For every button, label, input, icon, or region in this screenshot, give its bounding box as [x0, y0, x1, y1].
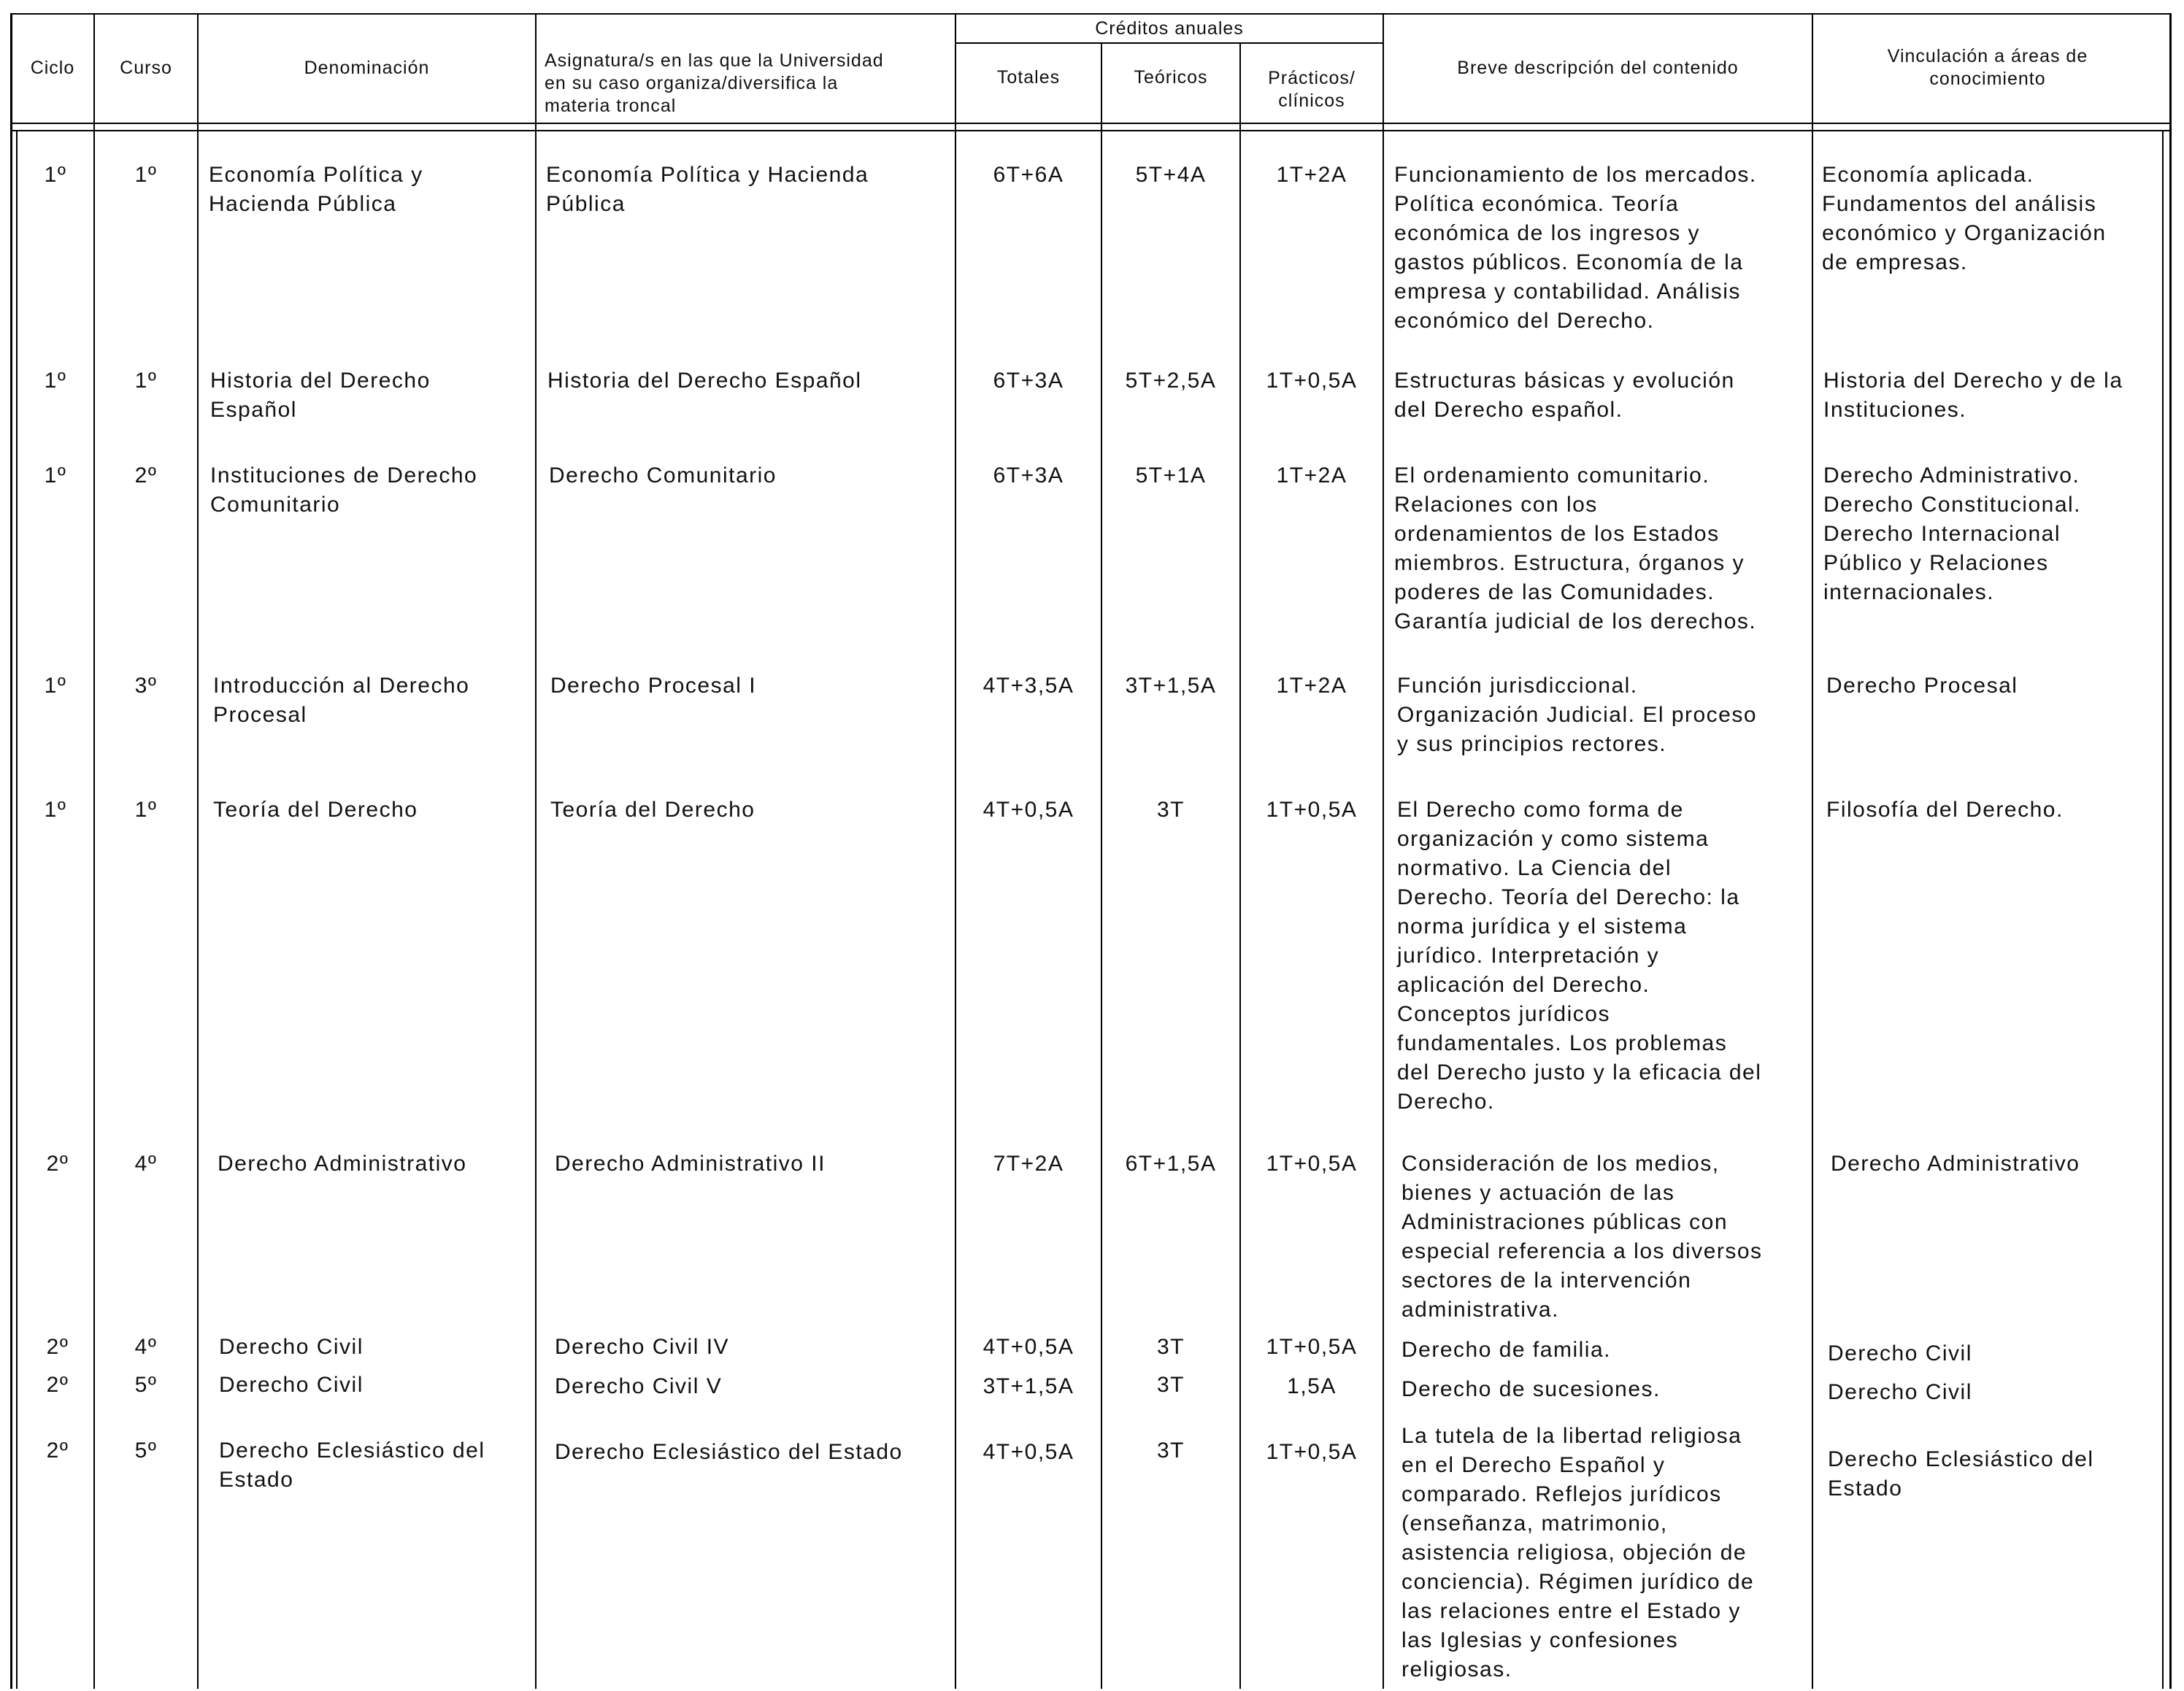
header-denominacion: Denominación [304, 57, 430, 78]
cell-denominacion: Derecho Civil [219, 1335, 364, 1359]
cell-totales: 6T+3A [993, 369, 1064, 393]
header-totales: Totales [996, 66, 1061, 88]
cell-totales: 6T+3A [993, 463, 1064, 488]
cell-vinculacion: Historia del Derecho y de la Instituciones. [1823, 369, 2123, 422]
cell-curso: 5º [134, 1373, 158, 1397]
cell-curso: 4º [134, 1335, 158, 1359]
col-divider-descripcion [1812, 13, 1813, 1689]
cell-totales: 4T+0,5A [983, 1335, 1074, 1359]
cell-descripcion: La tutela de la libertad religiosa en el Derecho Español y comparado. Reflejos jurídicos (enseñanza, matrimonio, asistencia religiosa, objeción de conciencia). Régimen jurídico de las relaciones entre el Estado y las Iglesias y confesiones religiosas. [1401, 1424, 1755, 1682]
header-creditos-anuales: Créditos anuales [1095, 18, 1244, 39]
cell-asignatura: Derecho Procesal I [550, 674, 757, 698]
cell-curso: 4º [134, 1152, 158, 1176]
cell-descripcion: Funcionamiento de los mercados. Política económica. Teoría económica de los ingresos y gastos públicos. Economía de la empresa y contabilidad. Análisis económico del Derecho. [1394, 163, 1757, 333]
header-curso: Curso [120, 57, 172, 78]
cell-asignatura: Economía Política y Hacienda Pública [546, 163, 869, 216]
cell-teoricos: 6T+1,5A [1125, 1152, 1217, 1176]
header-teoricos: Teóricos [1134, 66, 1208, 88]
col-divider-curso [197, 13, 199, 1689]
cell-denominacion: Historia del Derecho Español [210, 369, 431, 422]
header-practicos: Prácticos/ clínicos [1268, 68, 1356, 111]
cell-denominacion: Introducción al Derecho Procesal [213, 674, 470, 727]
cell-curso: 1º [134, 798, 158, 822]
cell-curso: 1º [134, 163, 158, 187]
cell-denominacion: Derecho Administrativo [218, 1152, 467, 1176]
cell-practicos: 1T+0,5A [1266, 1335, 1358, 1359]
cell-descripcion: Función jurisdiccional. Organización Judicial. El proceso y sus principios rectores. [1397, 674, 1758, 756]
header-ciclo: Ciclo [30, 57, 75, 78]
cell-totales: 7T+2A [993, 1152, 1064, 1176]
cell-descripcion: Derecho de familia. [1401, 1338, 1611, 1362]
cell-teoricos: 3T [1156, 1335, 1185, 1359]
cell-descripcion: Estructuras básicas y evolución del Derecho español. [1394, 369, 1735, 422]
cell-descripcion: Derecho de sucesiones. [1401, 1377, 1661, 1401]
table-border-left [10, 13, 12, 1689]
table-border-right-inner [2162, 130, 2164, 1689]
cell-ciclo: 2º [46, 1152, 69, 1176]
cell-teoricos: 5T+4A [1135, 163, 1207, 187]
header-descripcion: Breve descripción del contenido [1457, 57, 1739, 78]
cell-asignatura: Historia del Derecho Español [547, 369, 862, 393]
cell-vinculacion: Filosofía del Derecho. [1826, 798, 2064, 822]
cell-descripcion: El Derecho como forma de organización y como sistema normativo. La Ciencia del Derecho. Teoría del Derecho: la norma jurídica y el sistema jurídico. Interpretación y aplicación del Derecho. Conceptos jurídicos fundamentales. Los problemas del Derecho justo y la eficacia del Derecho. [1397, 798, 1762, 1114]
cell-asignatura: Teoría del Derecho [550, 798, 755, 822]
cell-vinculacion: Derecho Procesal [1826, 674, 2018, 698]
cell-ciclo: 2º [46, 1438, 69, 1463]
cell-teoricos: 3T+1,5A [1125, 674, 1217, 698]
header-divider-1 [10, 123, 2171, 124]
cell-totales: 4T+0,5A [983, 798, 1074, 822]
cell-vinculacion: Derecho Civil [1828, 1341, 1972, 1365]
cell-practicos: 1T+2A [1276, 463, 1347, 488]
cell-vinculacion: Derecho Eclesiástico del Estado [1828, 1447, 2094, 1501]
cell-ciclo: 1º [44, 163, 67, 187]
cell-asignatura: Derecho Eclesiástico del Estado [555, 1440, 903, 1464]
cell-totales: 3T+1,5A [983, 1374, 1074, 1398]
col-divider-denominacion [535, 13, 537, 1689]
cell-practicos: 1T+2A [1276, 163, 1347, 187]
cell-curso: 3º [134, 674, 158, 698]
cell-teoricos: 3T [1156, 1438, 1185, 1463]
cell-asignatura: Derecho Comunitario [549, 463, 777, 488]
cell-ciclo: 2º [46, 1335, 69, 1359]
cell-denominacion: Teoría del Derecho [213, 798, 418, 822]
cell-curso: 5º [134, 1438, 158, 1463]
cell-vinculacion: Derecho Administrativo [1831, 1152, 2080, 1176]
cell-ciclo: 1º [44, 369, 67, 393]
cell-practicos: 1T+0,5A [1266, 798, 1358, 822]
cell-asignatura: Derecho Civil IV [555, 1335, 730, 1359]
cell-asignatura: Derecho Administrativo II [555, 1152, 826, 1176]
cell-totales: 6T+6A [993, 163, 1064, 187]
cell-curso: 1º [134, 369, 158, 393]
col-divider-practicos [1383, 13, 1384, 1689]
cell-ciclo: 2º [46, 1373, 69, 1397]
cell-practicos: 1,5A [1287, 1374, 1337, 1398]
header-vinculacion: Vinculación a áreas de conocimiento [1887, 46, 2088, 89]
cell-totales: 4T+0,5A [983, 1440, 1074, 1464]
cell-curso: 2º [134, 463, 158, 488]
cell-ciclo: 1º [44, 798, 67, 822]
cell-ciclo: 1º [44, 674, 67, 698]
cell-teoricos: 5T+1A [1135, 463, 1207, 488]
cell-teoricos: 3T [1156, 1373, 1185, 1397]
cell-asignatura: Derecho Civil V [555, 1374, 723, 1398]
header-divider-2 [10, 130, 2171, 131]
cell-denominacion: Derecho Civil [219, 1373, 364, 1397]
cell-ciclo: 1º [44, 463, 67, 488]
cell-practicos: 1T+2A [1276, 674, 1347, 698]
cell-denominacion: Instituciones de Derecho Comunitario [210, 463, 478, 517]
cell-vinculacion: Derecho Civil [1828, 1380, 1972, 1404]
cell-teoricos: 5T+2,5A [1125, 369, 1217, 393]
cell-descripcion: Consideración de los medios, bienes y actuación de las Administraciones públicas con especial referencia a los diversos sectores de la intervención administrativa. [1401, 1152, 1763, 1322]
cell-denominacion: Derecho Eclesiástico del Estado [219, 1438, 485, 1492]
cell-vinculacion: Economía aplicada. Fundamentos del análisis económico y Organización de empresas. [1822, 163, 2107, 274]
cell-descripcion: El ordenamiento comunitario. Relaciones con los ordenamientos de los Estados miembros. Estructura, órganos y poderes de las Comunidades. Garantía judicial de los derechos. [1394, 463, 1757, 633]
cell-practicos: 1T+0,5A [1266, 1152, 1358, 1176]
cell-vinculacion: Derecho Administrativo. Derecho Constitucional. Derecho Internacional Público y Relaciones internacionales. [1823, 463, 2082, 604]
cell-practicos: 1T+0,5A [1266, 1440, 1358, 1464]
cell-teoricos: 3T [1156, 798, 1185, 822]
cell-practicos: 1T+0,5A [1266, 369, 1358, 393]
cell-totales: 4T+3,5A [983, 674, 1074, 698]
header-asignatura: Asignatura/s en las que la Universidad en su caso organiza/diversifica la materia troncal [545, 50, 884, 116]
table-border-right [2169, 13, 2172, 1689]
cell-denominacion: Economía Política y Hacienda Pública [209, 163, 423, 216]
